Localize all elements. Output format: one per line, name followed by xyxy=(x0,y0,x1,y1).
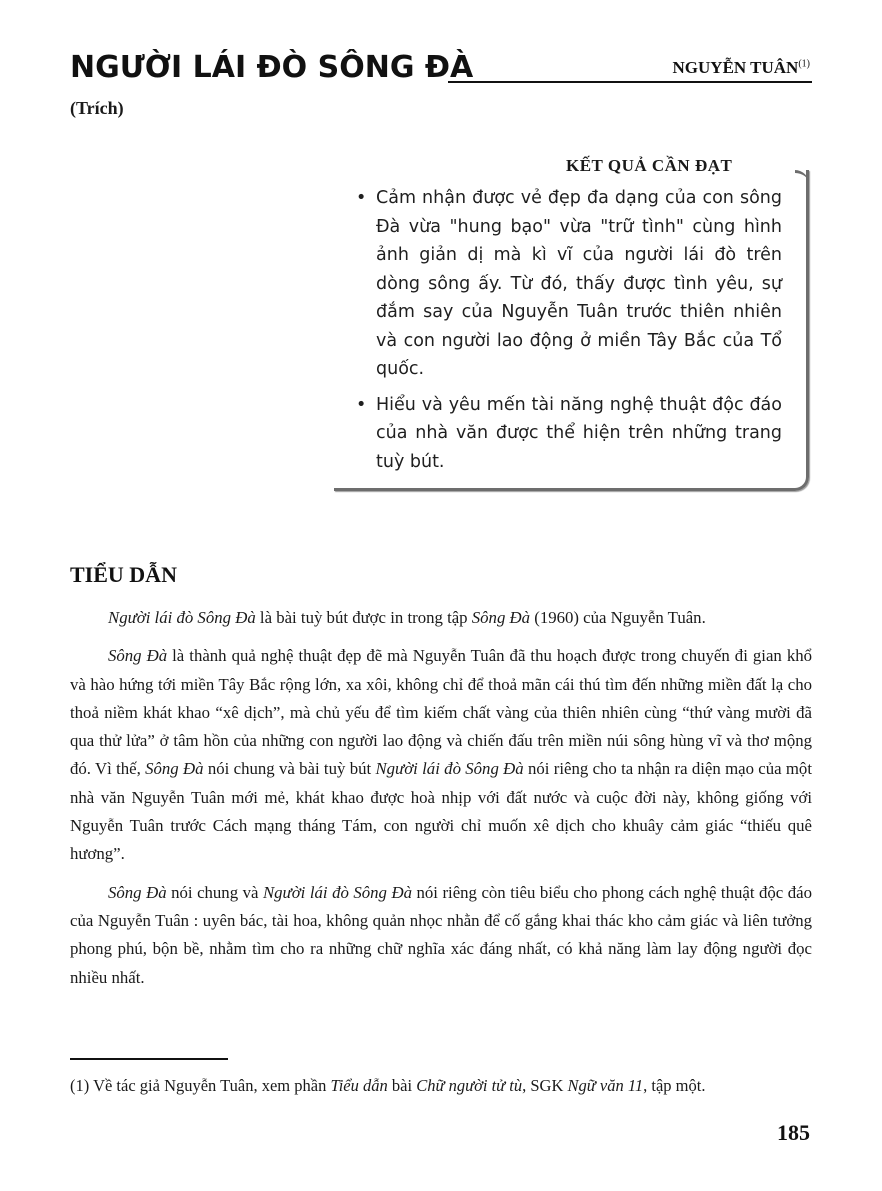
text-run: (1) Về tác giả Nguyễn Tuân, xem phần xyxy=(70,1076,331,1095)
intro-paragraph-1 xyxy=(70,604,812,632)
collection-title: Sông Đà xyxy=(471,608,531,627)
excerpt-label: (Trích) xyxy=(70,98,124,118)
section-heading-intro: TIỂU DẪN xyxy=(70,562,177,587)
work-title: Người lái đò Sông Đà xyxy=(262,882,412,902)
intro-paragraph-3 xyxy=(70,879,812,992)
author-text: NGUYỄN TUÂN xyxy=(672,58,799,77)
text-run: bài xyxy=(387,1076,417,1095)
text-run: , tập một. xyxy=(643,1076,706,1095)
text-run: nói chung và xyxy=(166,882,263,902)
text-run: nói chung và bài tuỳ bút xyxy=(203,759,376,779)
footnote-rule xyxy=(70,1058,228,1060)
page-title: NGƯỜI LÁI ĐÒ SÔNG ĐÀ xyxy=(70,50,474,85)
text-run: nói riêng còn tiêu biểu cho phong cách nghệ thuật độc đáo của Nguyễn Tuân : uyên bác, tài hoa, không quản nhọc nhằn để cố gắng khai thác kho cảm giác và liên tưởng phong phú, bộn bề, nhằm tìm cho ra những chữ nghĩa xác đáng nhất, có khả năng làm lay động người đọc nhiều nhất. xyxy=(70,882,812,987)
text-run: là thành quả nghệ thuật đẹp đẽ mà Nguyễn Tuân đã thu hoạch được trong chuyến đi gian khổ và hào hứng tới miền Tây Bắc rộng lớn, xa xôi, không chỉ để thoả mãn cái thú tìm đến những miền đất lạ cho thoả niềm khát khao “xê dịch”, mà chủ yếu để tìm kiếm chất vàng của thiên nhiên cùng “thứ vàng mười đã qua thử lửa” ở tâm hồn của những con người lao động và chiến đấu trên miền núi sông hùng vĩ và thơ mộng đó. Vì thế, xyxy=(70,646,812,779)
section-ref: Tiểu dẫn xyxy=(330,1076,388,1095)
title-row xyxy=(70,50,812,90)
collection-title: Sông Đà xyxy=(108,646,168,666)
text-run: (1960) của Nguyễn Tuân. xyxy=(530,608,706,627)
footnote xyxy=(70,1076,812,1096)
goals-list xyxy=(356,184,782,483)
goals-box-corner xyxy=(795,170,809,187)
title-rule xyxy=(448,81,812,83)
work-ref: Chữ người tử tù xyxy=(416,1076,523,1095)
collection-title: Sông Đà xyxy=(145,759,204,779)
text-run: nói riêng cho ta nhận ra diện mạo của một nhà văn Nguyễn Tuân mới mẻ, khát khao được hoà nhịp với đất nước và cuộc đời này, không giống với Nguyễn Tuân trước Cách mạng tháng Tám, con người chỉ muốn xê dịch cho khuây cảm giác “thiếu quê hương”. xyxy=(70,759,812,864)
author-footnote-ref: (1) xyxy=(798,58,810,70)
text-run: là bài tuỳ bút được in trong tập xyxy=(255,608,472,627)
page-number: 185 xyxy=(777,1120,810,1145)
work-title: Người lái đò Sông Đà xyxy=(108,608,256,627)
work-title: Người lái đò Sông Đà xyxy=(375,759,524,779)
intro-body xyxy=(70,604,812,1002)
goals-heading: KẾT QUẢ CẦN ĐẠT xyxy=(566,156,733,175)
book-ref: Ngữ văn 11 xyxy=(567,1076,644,1095)
goal-item-2: • Hiểu và yêu mến tài năng nghệ thuật độc đáo của nhà văn được thể hiện trên những trang tuỳ bút. xyxy=(356,391,782,477)
goal-item-1: • Cảm nhận được vẻ đẹp đa dạng của con sông Đà vừa "hung bạo" vừa "trữ tình" cùng hình ảnh giản dị mà kì vĩ của người lái đò trên dòng sông ấy. Từ đó, thấy được tình yêu, sự đắm say của Nguyễn Tuân trước thiên nhiên và con người lao động ở miền Tây Bắc của Tổ quốc. xyxy=(356,184,782,384)
author-name xyxy=(673,58,810,78)
collection-title: Sông Đà xyxy=(108,882,167,902)
text-run: , SGK xyxy=(522,1076,568,1095)
intro-paragraph-2 xyxy=(70,642,812,868)
